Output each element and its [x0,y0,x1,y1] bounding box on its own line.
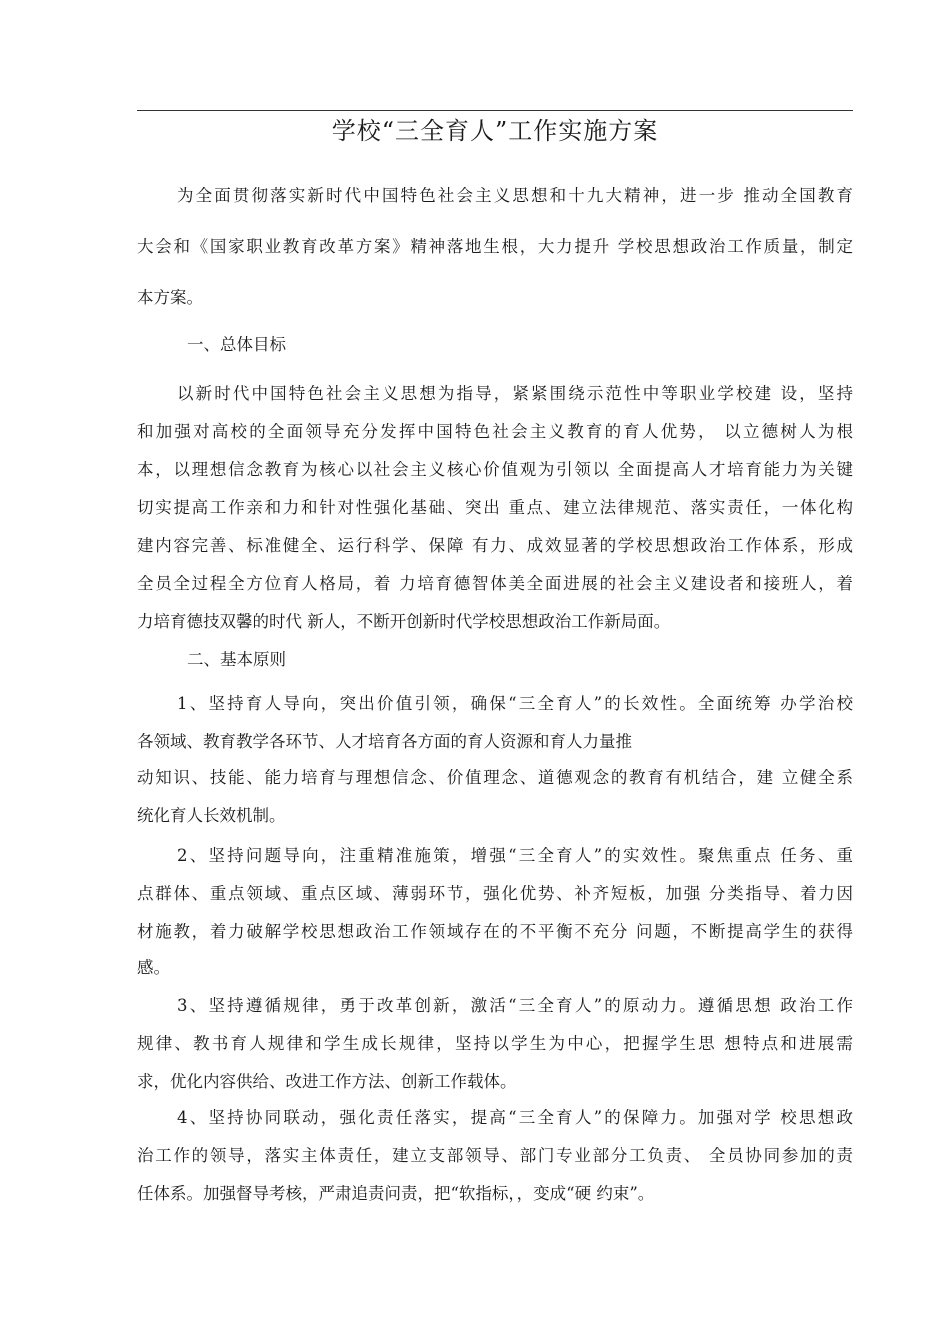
principle-2-line: 2、坚持问题导向，注重精准施策，增强“三全育人”的实效性。聚焦重点 任务、重 [177,846,853,865]
intro-line: 本方案。 [137,288,203,307]
document-title: 学校“三全育人”工作实施方案 [331,117,659,145]
goals-line: 本，以理想信念教育为核心以社会主义核心价值观为引领以 全面提高人才培育能力为关键 [137,460,853,479]
goals-line: 切实提高工作亲和力和针对性强化基础、突出 重点、建立法律规范、落实责任，一体化构 [137,498,853,517]
principle-3-line: 3、坚持遵循规律，勇于改革创新，激活“三全育人”的原动力。遵循思想 政治工作 [177,996,853,1015]
principle-1-line: 统化育人长效机制。 [137,806,286,825]
goals-line: 建内容完善、标准健全、运行科学、保障 有力、成效显著的学校思想政治工作体系，形成 [137,536,853,555]
principle-1-line: 动知识、技能、能力培育与理想信念、价值理念、道德观念的教育有机结合，建 立健全系 [137,768,853,787]
principle-1-line: 1、坚持育人导向，突出价值引领，确保“三全育人”的长效性。全面统筹 办学治校 [177,694,853,713]
principle-4-line: 4、坚持协同联动，强化责任落实，提高“三全育人”的保障力。加强对学 校思想政 [177,1108,853,1127]
principle-1-line: 各领域、教育教学各环节、人才培育各方面的育人资源和育人力量推 [137,732,632,751]
header-rule [137,110,853,111]
goals-line: 全员全过程全方位育人格局，着 力培育德智体美全面进展的社会主义建设者和接班人，着 [137,574,853,593]
principle-3-line: 求，优化内容供给、改进工作方法、创新工作载体。 [137,1072,517,1091]
section-heading-principles: 二、基本原则 [187,650,286,669]
goals-line: 力培育德技双馨的时代 新人，不断开创新时代学校思想政治工作新局面。 [137,612,671,631]
principle-4-line: 治工作的领导，落实主体责任，建立支部领导、部门专业部分工负责、 全员协同参加的责 [137,1146,853,1165]
principle-2-line: 感。 [137,958,170,977]
intro-line: 大会和《国家职业教育改革方案》精神落地生根，大力提升 学校思想政治工作质量，制定 [137,237,853,256]
intro-line: 为全面贯彻落实新时代中国特色社会主义思想和十九大精神，进一步 推动全国教育 [177,186,853,205]
goals-line: 和加强对高校的全面领导充分发挥中国特色社会主义教育的育人优势， 以立德树人为根 [137,422,853,441]
section-heading-goals: 一、总体目标 [187,335,286,354]
principle-4-line: 任体系。加强督导考核，严肃追责问责，把“软指标，，变成“硬 约束”。 [137,1184,655,1203]
principle-3-line: 规律、教书育人规律和学生成长规律，坚持以学生为中心，把握学生思 想特点和进展需 [137,1034,853,1053]
principle-2-line: 材施教，着力破解学校思想政治工作领域存在的不平衡不充分 问题，不断提高学生的获得 [137,922,853,941]
principle-2-line: 点群体、重点领域、重点区域、薄弱环节，强化优势、补齐短板，加强 分类指导、着力因 [137,884,853,903]
goals-line: 以新时代中国特色社会主义思想为指导，紧紧围绕示范性中等职业学校建 设，坚持 [177,384,853,403]
